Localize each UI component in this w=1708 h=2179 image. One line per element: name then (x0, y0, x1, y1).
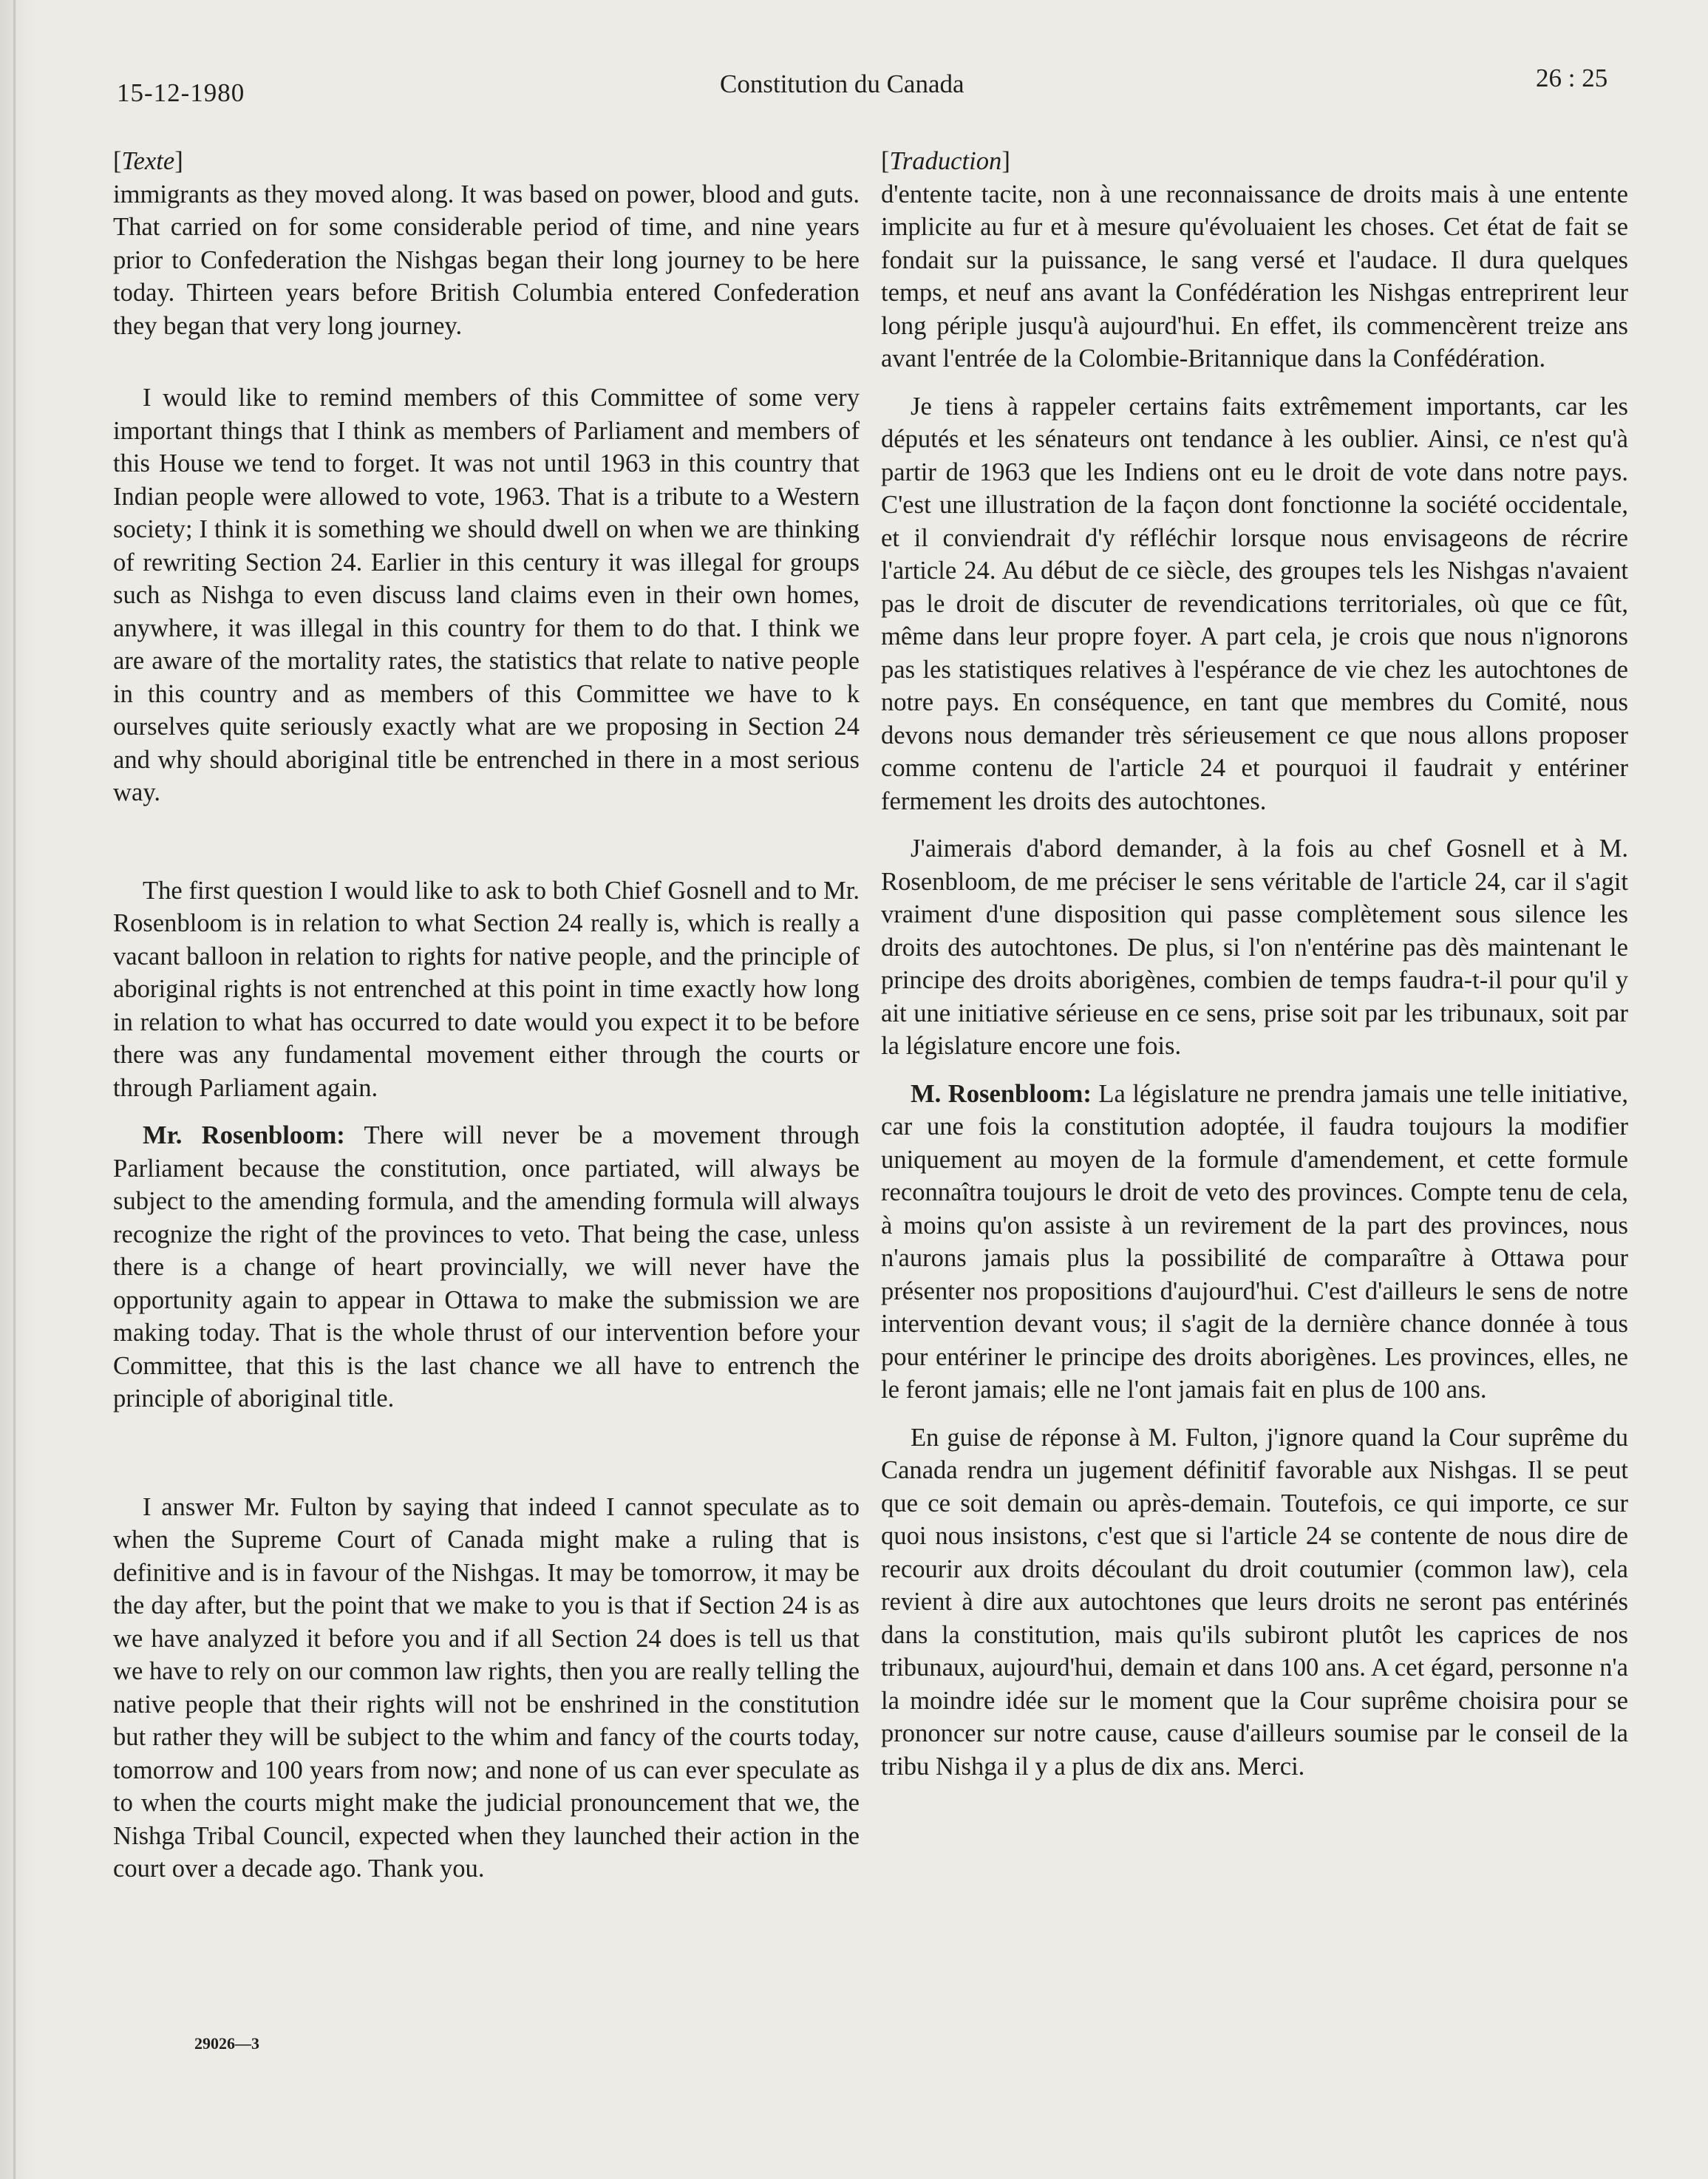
speaker-paragraph (881, 1078, 1628, 1407)
column-label-traduction: [ Traduction ] (881, 145, 1628, 178)
header-page-number: 26 : 25 (1536, 64, 1608, 92)
page-header (0, 64, 1708, 115)
header-date: 15-12-1980 (117, 78, 245, 107)
speaker-text: La législature ne prendra jamais une telle initiative, car une fois la constitution adoptée, il faudra toujours la modifier uniquement au moyen de la formule d'amendement, et cette formule reconnaîtra toujours le droit de veto des provinces. Compte tenu de cela, à moins qu'on assiste à un revirement de la part des provinces, nous n'aurons jamais plus la possibilité de comparaître à Ottawa pour présenter nos propositions d'aujourd'hui. C'est d'ailleurs le sens de notre intervention devant vous; il s'agit de la dernière chance donnée à tous pour entériner le principe des droits aborigènes. Les provinces, elles, ne le feront jamais; elle ne l'ont jamais fait en plus de 100 ans. (881, 1079, 1628, 1404)
paragraph: J'aimerais d'abord demander, à la fois au chef Gosnell et à M. Rosenbloom, de me préciser le sens véritable de l'article 24, car il s'agit vraiment d'une disposition qui passe complètement sous silence les droits des autochtones. De plus, si l'on n'entérine pas dès maintenant le principe des droits aborigènes, combien de temps faudra-t-il pour qu'il y ait une initiative sérieuse en ce sens, prise soit par les tribunaux, soit par la législature encore une fois. (881, 834, 1628, 1060)
speaker-name: Mr. Rosenbloom: (143, 1121, 345, 1149)
speaker-name: M. Rosenbloom: (911, 1079, 1092, 1108)
paragraph: I would like to remind members of this Committee of some very important things that I think as members of Parliament and members of this House we tend to forget. It was not until 1963 in this country that Indian people were allowed to vote, 1963. That is a tribute to a Western society; I think it is something we should dwell on when we are thinking of rewriting Section 24. Earlier in this century it was illegal for groups such as Nishga to even discuss land claims even in their own homes, anywhere, it was illegal in this country for them to do that. I think we are aware of the mortality rates, the statistics that relate to native people in this country and as members of this Committee we have to k ourselves quite seriously exactly what are we proposing in Section 24 and why should aboriginal title be entrenched in there in a most serious way. (113, 384, 860, 806)
column-label-texte: [ Texte ] (113, 145, 860, 178)
header-title: Constitution du Canada (720, 69, 964, 98)
speaker-text: There will never be a movement through Parliament because the constitution, once partiated, will always be subject to the amending formula, and the amending formula will always recognize the right of the provinces to veto. That being the case, unless there is a change of heart provincially, we will never have the opportunity again to appear in Ottawa to make the submission we are making today. That is the whole thrust of our intervention before your Committee, that this is the last chance we all have to entrench the principle of aboriginal title. (113, 1121, 860, 1413)
footer-code: 29026—3 (194, 2034, 259, 2053)
paragraph: En guise de réponse à M. Fulton, j'ignore quand la Cour suprême du Canada rendra un jugement définitif favorable aux Nishgas. Il se peut que ce soit demain ou après-demain. Toutefois, ce qui importe, ce sur quoi nous insistons, c'est que si l'article 24 se contente de nous dire de recourir aux droits découlant du droit coutumier (common law), cela revient à dire aux autochtones que leurs droits ne seront pas entérinés dans la constitution, mais qu'ils subiront plutôt les caprices de nos tribunaux, aujourd'hui, demain et dans 100 ans. A cet égard, personne n'a la moindre idée sur le moment que la Cour suprême choisira pour se prononcer sur notre cause, cause d'ailleurs soumise par le conseil de la tribu Nishga il y a plus de dix ans. Merci. (881, 1423, 1628, 1781)
paragraph: Je tiens à rappeler certains faits extrêmement importants, car les députés et les sénateurs ont tendance à les oublier. Ainsi, ce n'est qu'à partir de 1963 que les Indiens ont eu le droit de vote dans notre pays. C'est une illustration de la façon dont fonctionne la société occidentale, et il conviendrait d'y réfléchir lorsque nous envisageons de récrire l'article 24. Au début de ce siècle, des groupes tels les Nishgas n'avaient pas le droit de discuter de revendications territoriales, où que ce fût, même dans leur propre foyer. A part cela, je crois que nous n'ignorons pas les statistiques relatives à l'espérance de vie chez les autochtones de notre pays. En conséquence, en tant que membres du Comité, nous devons nous demander très sérieusement ce que nous allons proposer comme contenu de l'article 24 et pourquoi il faudrait y entériner fermement les droits des autochtones. (881, 392, 1628, 815)
paragraph: immigrants as they moved along. It was based on power, blood and guts. That carried on for some considerable period of time, and nine years prior to Confederation the Nishgas began their long journey to be here today. Thirteen years before British Columbia entered Confederation they began that very long journey. (113, 180, 860, 340)
page-binding-edge (0, 0, 34, 2179)
paragraph: d'entente tacite, non à une reconnaissance de droits mais à une entente implicite au fur et à mesure qu'évoluaient les choses. Cet état de fait se fondait sur la puissance, le sang versé et l'audace. Il dura quelques temps, et neuf ans avant la Confédération les Nishgas entreprirent leur long périple jusqu'à aujourd'hui. En effet, ils commencèrent treize ans avant l'entrée de la Colombie-Britannique dans la Confédération. (881, 180, 1628, 373)
paragraph: The first question I would like to ask to both Chief Gosnell and to Mr. Rosenbloom is in relation to what Section 24 really is, which is really a vacant balloon in relation to rights for native people, and the principle of aboriginal rights is not entrenched at this point in time exactly how long in relation to what has occurred to date would you expect it to be before there was any fundamental movement either through the courts or through Parliament again. (113, 876, 860, 1102)
binding-line (13, 0, 16, 2179)
paragraph: I answer Mr. Fulton by saying that indeed I cannot speculate as to when the Supreme Court of Canada might make a ruling that is definitive and is in favour of the Nishgas. It may be tomorrow, it may be the day after, but the point that we make to you is that if Section 24 is as we have analyzed it before you and if all Section 24 does is tell us that we have to rely on our common law rights, then you are really telling the native people that their rights will not be enshrined in the constitution but rather they will be subject to the whim and fancy of the courts today, tomorrow and 100 years from now; and none of us can ever speculate as to when the courts might make the judicial pronouncement that we, the Nishga Tribal Council, expected when they launched their action in the court over a decade ago. Thank you. (113, 1492, 860, 1883)
english-column (113, 145, 860, 1886)
speaker-paragraph (113, 1119, 860, 1415)
french-column (881, 145, 1628, 1783)
